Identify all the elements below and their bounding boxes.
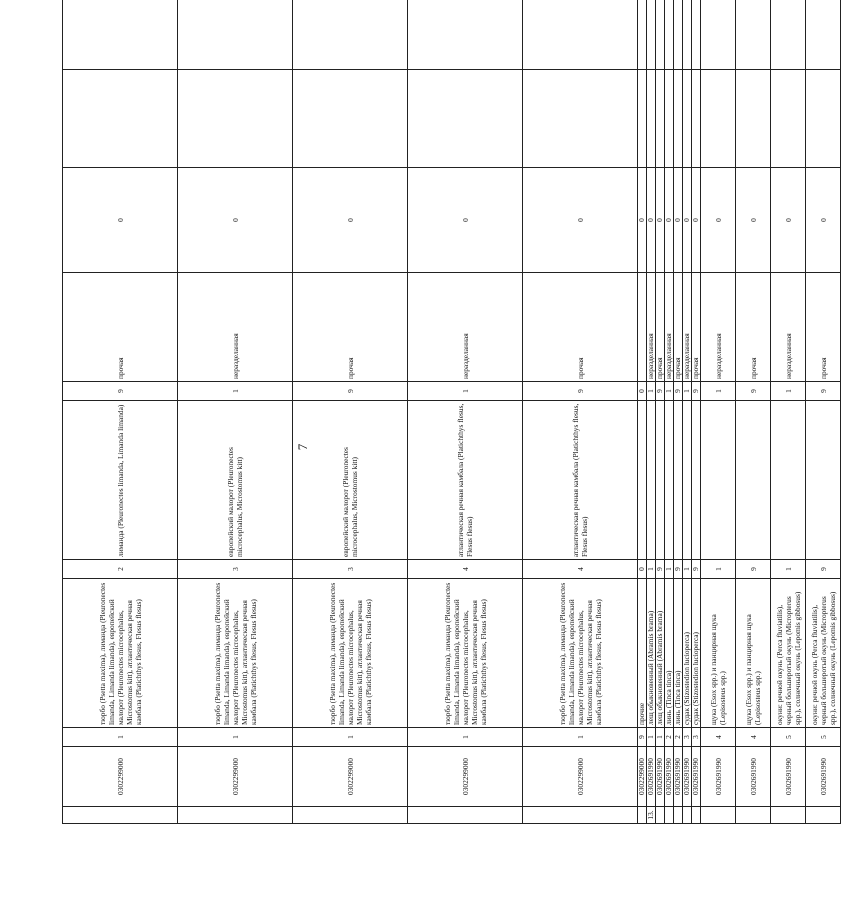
processing-type-cell: прочая xyxy=(293,273,408,382)
table-row xyxy=(806,0,841,824)
species-group-number-cell: 1 xyxy=(293,728,408,747)
species-group-name-cell: щука (Esox spp.) и панцирная щука (Lepisosteus spp.) xyxy=(701,579,736,728)
row-index-cell xyxy=(674,807,683,824)
processing-number-cell: 9 xyxy=(692,382,701,401)
species-number-cell: 1 xyxy=(683,560,692,579)
table-row xyxy=(771,0,806,824)
tn-ved-code-cell: 0302691990 xyxy=(683,747,692,807)
processing-type-cell: неразделанная xyxy=(647,273,656,382)
processing-type-cell: неразделанная xyxy=(178,273,293,382)
tn-ved-code-cell: 0302299000 xyxy=(638,747,647,807)
species-group-name-cell: щука (Esox spp.) и панцирная щука (Lepisosteus spp.) xyxy=(736,579,771,728)
species-name-cell: лиманда (Pleuronectes limanda, Limanda limanda) xyxy=(63,401,178,560)
row-index-cell xyxy=(692,807,701,824)
species-group-number-cell: 1 xyxy=(656,728,665,747)
processing-type-cell: прочая xyxy=(63,273,178,382)
value-cell: 0 xyxy=(701,168,736,273)
table-row xyxy=(701,0,736,824)
species-group-name-cell: линь (Tinca tinca) xyxy=(665,579,674,728)
empty-cell xyxy=(736,0,771,70)
species-group-number-cell: 1 xyxy=(408,728,523,747)
value-cell: 0 xyxy=(806,168,841,273)
row-index-cell xyxy=(63,807,178,824)
row-index-cell xyxy=(665,807,674,824)
value-cell: 0 xyxy=(771,168,806,273)
processing-number-cell: 1 xyxy=(647,382,656,401)
empty-cell xyxy=(736,70,771,168)
empty-cell xyxy=(408,0,523,70)
species-group-number-cell: 1 xyxy=(647,728,656,747)
empty-cell xyxy=(647,70,656,168)
tn-ved-code-cell: 0302691990 xyxy=(771,747,806,807)
empty-cell xyxy=(701,0,736,70)
species-name-cell xyxy=(638,401,647,560)
empty-cell xyxy=(638,70,647,168)
processing-type-cell: прочая xyxy=(806,273,841,382)
processing-number-cell: 1 xyxy=(701,382,736,401)
species-name-cell xyxy=(656,401,665,560)
tn-ved-code-cell: 0302299000 xyxy=(293,747,408,807)
empty-cell xyxy=(692,0,701,70)
row-index-cell xyxy=(656,807,665,824)
processing-type-cell: неразделанная xyxy=(683,273,692,382)
row-index-cell xyxy=(293,807,408,824)
empty-cell xyxy=(806,0,841,70)
processing-type-cell: прочая xyxy=(692,273,701,382)
species-group-number-cell: 1 xyxy=(523,728,638,747)
species-name-cell xyxy=(674,401,683,560)
rotated-table-container xyxy=(62,38,837,824)
value-cell: 0 xyxy=(408,168,523,273)
tn-ved-code-cell: 0302691990 xyxy=(701,747,736,807)
species-name-cell: европейский малорот (Pleuronectes microcephalus, Microstomus kitt) xyxy=(178,401,293,560)
tn-ved-code-cell: 0302691990 xyxy=(647,747,656,807)
species-name-cell: атлантическая речная камбала (Platichthys flesus, Flesus flesus) xyxy=(408,401,523,560)
species-number-cell: 3 xyxy=(178,560,293,579)
empty-cell xyxy=(63,0,178,70)
species-group-number-cell: 5 xyxy=(806,728,841,747)
species-group-name-cell: прочие xyxy=(638,579,647,728)
empty-cell xyxy=(293,70,408,168)
tn-ved-code-cell: 0302299000 xyxy=(63,747,178,807)
species-group-number-cell: 1 xyxy=(178,728,293,747)
empty-cell xyxy=(408,70,523,168)
species-number-cell: 1 xyxy=(701,560,736,579)
species-name-cell xyxy=(647,401,656,560)
empty-cell xyxy=(178,70,293,168)
empty-cell xyxy=(638,0,647,70)
row-index-cell xyxy=(683,807,692,824)
tn-ved-code-cell: 0302691990 xyxy=(665,747,674,807)
row-index-cell xyxy=(701,807,736,824)
species-group-number-cell: 2 xyxy=(665,728,674,747)
tn-ved-code-cell: 0302691990 xyxy=(674,747,683,807)
species-group-name-cell: тюрбо (Psetta maxima), лиманда (Pleuronectes limanda, Limanda limanda), европейский малорот (Pleuronectes microcephalus, Microstomus kitt), атлантическая речная камбала (Platichthys flesus, Flesus flesus) xyxy=(408,579,523,728)
empty-cell xyxy=(683,70,692,168)
row-index-cell xyxy=(736,807,771,824)
species-number-cell: 3 xyxy=(293,560,408,579)
processing-type-cell: прочая xyxy=(674,273,683,382)
empty-cell xyxy=(701,70,736,168)
processing-number-cell: 1 xyxy=(408,382,523,401)
species-number-cell: 1 xyxy=(665,560,674,579)
empty-cell xyxy=(647,0,656,70)
species-group-name-cell: судак (Stizostedion lucioperca) xyxy=(683,579,692,728)
empty-cell xyxy=(63,70,178,168)
species-number-cell: 1 xyxy=(647,560,656,579)
species-group-name-cell: судак (Stizostedion lucioperca) xyxy=(692,579,701,728)
processing-type-cell: прочая xyxy=(736,273,771,382)
row-index-cell: 13. xyxy=(647,807,656,824)
species-name-cell xyxy=(665,401,674,560)
row-index-cell xyxy=(806,807,841,824)
processing-type-cell: неразделанная xyxy=(665,273,674,382)
species-group-name-cell: линь (Tinca tinca) xyxy=(674,579,683,728)
species-group-number-cell: 4 xyxy=(736,728,771,747)
species-group-number-cell: 4 xyxy=(701,728,736,747)
table-row xyxy=(178,0,293,824)
table-row xyxy=(692,0,701,824)
empty-cell xyxy=(665,0,674,70)
row-index-cell xyxy=(178,807,293,824)
processing-type-cell: неразделанная xyxy=(771,273,806,382)
species-number-cell: 9 xyxy=(674,560,683,579)
species-number-cell: 1 xyxy=(771,560,806,579)
tn-ved-code-cell: 0302299000 xyxy=(408,747,523,807)
empty-cell xyxy=(806,70,841,168)
species-group-name-cell: окуни: речной окунь (Perca fluviatilis), черный большеротый окунь (Micropterus spp.), солнечный окунь (Lepomis gibbosus) xyxy=(771,579,806,728)
processing-number-cell: 9 xyxy=(806,382,841,401)
species-group-name-cell: тюрбо (Psetta maxima), лиманда (Pleuronectes limanda, Limanda limanda), европейский малорот (Pleuronectes microcephalus, Microstomus kitt), атлантическая речная камбала (Platichthys flesus, Flesus flesus) xyxy=(523,579,638,728)
value-cell: 0 xyxy=(656,168,665,273)
processing-type-cell: неразделанная xyxy=(408,273,523,382)
processing-number-cell: 1 xyxy=(665,382,674,401)
species-group-number-cell: 1 xyxy=(63,728,178,747)
tn-ved-code-cell: 0302299000 xyxy=(178,747,293,807)
row-index-cell xyxy=(523,807,638,824)
species-group-number-cell: 9 xyxy=(638,728,647,747)
species-number-cell: 4 xyxy=(408,560,523,579)
value-cell: 0 xyxy=(665,168,674,273)
fish-classification-table xyxy=(62,0,841,824)
empty-cell xyxy=(771,0,806,70)
species-name-cell xyxy=(771,401,806,560)
value-cell: 0 xyxy=(293,168,408,273)
value-cell: 0 xyxy=(647,168,656,273)
species-group-name-cell: лещ обыкновенный (Abramis brama) xyxy=(656,579,665,728)
empty-cell xyxy=(523,0,638,70)
species-number-cell: 0 xyxy=(638,560,647,579)
page-number: 7 xyxy=(295,443,310,451)
species-name-cell: европейский малорот (Pleuronectes microcephalus, Microstomus kitt) xyxy=(293,401,408,560)
value-cell: 0 xyxy=(63,168,178,273)
species-group-number-cell: 2 xyxy=(674,728,683,747)
table-row xyxy=(293,0,408,824)
empty-cell xyxy=(523,70,638,168)
processing-number-cell: 1 xyxy=(683,382,692,401)
tn-ved-code-cell: 0302691990 xyxy=(736,747,771,807)
species-number-cell: 9 xyxy=(656,560,665,579)
processing-number-cell: 9 xyxy=(674,382,683,401)
processing-type-cell: прочая xyxy=(656,273,665,382)
species-name-cell: атлантическая речная камбала (Platichthys flesus, Flesus flesus) xyxy=(523,401,638,560)
species-name-cell xyxy=(736,401,771,560)
empty-cell xyxy=(293,0,408,70)
value-cell: 0 xyxy=(683,168,692,273)
species-number-cell: 9 xyxy=(806,560,841,579)
tn-ved-code-cell: 0302299000 xyxy=(523,747,638,807)
tn-ved-code-cell: 0302691990 xyxy=(806,747,841,807)
value-cell: 0 xyxy=(178,168,293,273)
processing-number-cell: 9 xyxy=(63,382,178,401)
processing-number-cell: 9 xyxy=(523,382,638,401)
empty-cell xyxy=(656,70,665,168)
processing-type-cell: прочая xyxy=(523,273,638,382)
species-group-name-cell: тюрбо (Psetta maxima), лиманда (Pleuronectes limanda, Limanda limanda), европейский малорот (Pleuronectes microcephalus, Microstomus kitt), атлантическая речная камбала (Platichthys flesus, Flesus flesus) xyxy=(178,579,293,728)
species-group-name-cell: тюрбо (Psetta maxima), лиманда (Pleuronectes limanda, Limanda limanda), европейский малорот (Pleuronectes microcephalus, Microstomus kitt), атлантическая речная камбала (Platichthys flesus, Flesus flesus) xyxy=(63,579,178,728)
value-cell: 0 xyxy=(523,168,638,273)
document-table-area xyxy=(62,38,837,824)
species-name-cell xyxy=(806,401,841,560)
value-cell: 0 xyxy=(692,168,701,273)
row-index-cell xyxy=(771,807,806,824)
tn-ved-code-cell: 0302691990 xyxy=(656,747,665,807)
empty-cell xyxy=(683,0,692,70)
processing-number-cell: 0 xyxy=(638,382,647,401)
species-name-cell xyxy=(683,401,692,560)
species-group-name-cell: тюрбо (Psetta maxima), лиманда (Pleuronectes limanda, Limanda limanda), европейский малорот (Pleuronectes microcephalus, Microstomus kitt), атлантическая речная камбала (Platichthys flesus, Flesus flesus) xyxy=(293,579,408,728)
species-number-cell: 2 xyxy=(63,560,178,579)
empty-cell xyxy=(178,0,293,70)
processing-type-cell: неразделанная xyxy=(701,273,736,382)
value-cell: 0 xyxy=(674,168,683,273)
value-cell: 0 xyxy=(638,168,647,273)
empty-cell xyxy=(665,70,674,168)
table-row xyxy=(408,0,523,824)
tn-ved-code-cell: 0302691990 xyxy=(692,747,701,807)
species-group-number-cell: 3 xyxy=(683,728,692,747)
species-group-number-cell: 3 xyxy=(692,728,701,747)
species-group-name-cell: окуни: речной окунь (Perca fluviatilis), черный большеротый окунь (Micropterus spp.), солнечный окунь (Lepomis gibbosus) xyxy=(806,579,841,728)
empty-cell xyxy=(692,70,701,168)
table-body xyxy=(63,0,841,824)
species-name-cell xyxy=(701,401,736,560)
species-number-cell: 9 xyxy=(692,560,701,579)
empty-cell xyxy=(656,0,665,70)
table-row xyxy=(63,0,178,824)
row-index-cell xyxy=(408,807,523,824)
species-name-cell xyxy=(692,401,701,560)
table-row xyxy=(523,0,638,824)
processing-number-cell: 1 xyxy=(771,382,806,401)
empty-cell xyxy=(674,0,683,70)
processing-number-cell: 9 xyxy=(293,382,408,401)
table-row xyxy=(736,0,771,824)
empty-cell xyxy=(674,70,683,168)
empty-cell xyxy=(771,70,806,168)
species-number-cell: 9 xyxy=(736,560,771,579)
species-group-name-cell: лещ обыкновенный (Abramis brama) xyxy=(647,579,656,728)
species-number-cell: 4 xyxy=(523,560,638,579)
processing-number-cell: 9 xyxy=(656,382,665,401)
processing-number-cell: 9 xyxy=(736,382,771,401)
species-group-number-cell: 5 xyxy=(771,728,806,747)
value-cell: 0 xyxy=(736,168,771,273)
processing-number-cell: 1 xyxy=(178,382,293,401)
